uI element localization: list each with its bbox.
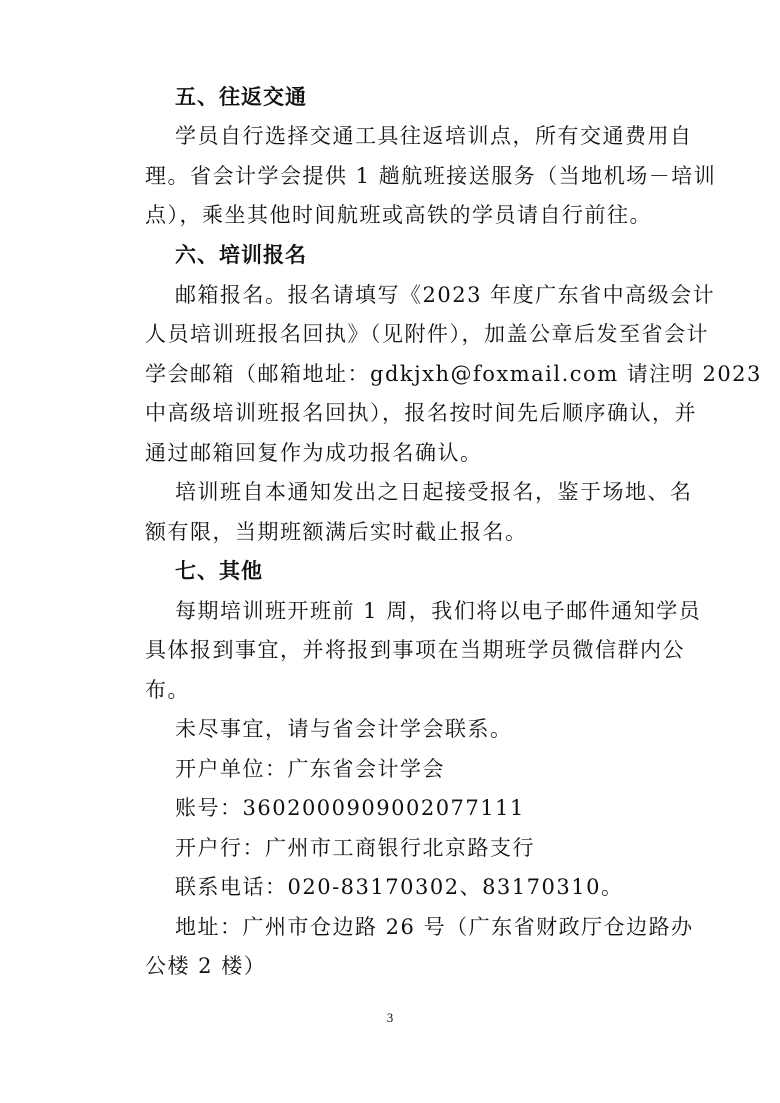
paragraph-line: 额有限，当期班额满后实时截止报名。 xyxy=(145,520,528,544)
paragraph-line: 具体报到事宜，并将报到事项在当期班学员微信群内公 xyxy=(145,638,685,662)
section-heading-other: 七、其他 xyxy=(175,559,263,583)
address-line: 公楼 2 楼） xyxy=(145,954,267,978)
section-heading-registration: 六、培训报名 xyxy=(175,243,307,267)
address-line: 地址：广州市仓边路 26 号（广东省财政厅仓边路办 xyxy=(175,915,694,939)
bank-name: 开户行：广州市工商银行北京路支行 xyxy=(175,836,535,860)
paragraph-line: 邮箱报名。报名请填写《2023 年度广东省中高级会计 xyxy=(175,283,716,307)
paragraph-line: 培训班自本通知发出之日起接受报名，鉴于场地、名 xyxy=(175,480,693,504)
page-number: 3 xyxy=(386,1010,394,1025)
paragraph-line: 人员培训班报名回执》（见附件），加盖公章后发至省会计 xyxy=(145,322,709,346)
paragraph-line: 学会邮箱（邮箱地址：gdkjxh@foxmail.com 请注明 2023 xyxy=(145,362,762,386)
contact-intro: 未尽事宜，请与省会计学会联系。 xyxy=(175,717,513,741)
contact-phone: 联系电话：020-83170302、83170310。 xyxy=(175,875,624,899)
account-name: 开户单位：广东省会计学会 xyxy=(175,757,445,781)
paragraph-line: 通过邮箱回复作为成功报名确认。 xyxy=(145,441,483,465)
account-number: 账号：3602000909002077111 xyxy=(175,796,525,820)
paragraph-line: 点），乘坐其他时间航班或高铁的学员请自行前往。 xyxy=(145,203,652,227)
paragraph-line: 布。 xyxy=(145,678,190,702)
paragraph-line: 中高级培训班报名回执），报名按时间先后顺序确认，并 xyxy=(145,401,697,425)
paragraph-line: 每期培训班开班前 1 周，我们将以电子邮件通知学员 xyxy=(175,599,702,623)
paragraph-line: 理。省会计学会提供 1 趟航班接送服务（当地机场－培训 xyxy=(145,164,717,188)
paragraph-line: 学员自行选择交通工具往返培训点，所有交通费用自 xyxy=(175,124,693,148)
section-heading-transport: 五、往返交通 xyxy=(175,85,307,109)
